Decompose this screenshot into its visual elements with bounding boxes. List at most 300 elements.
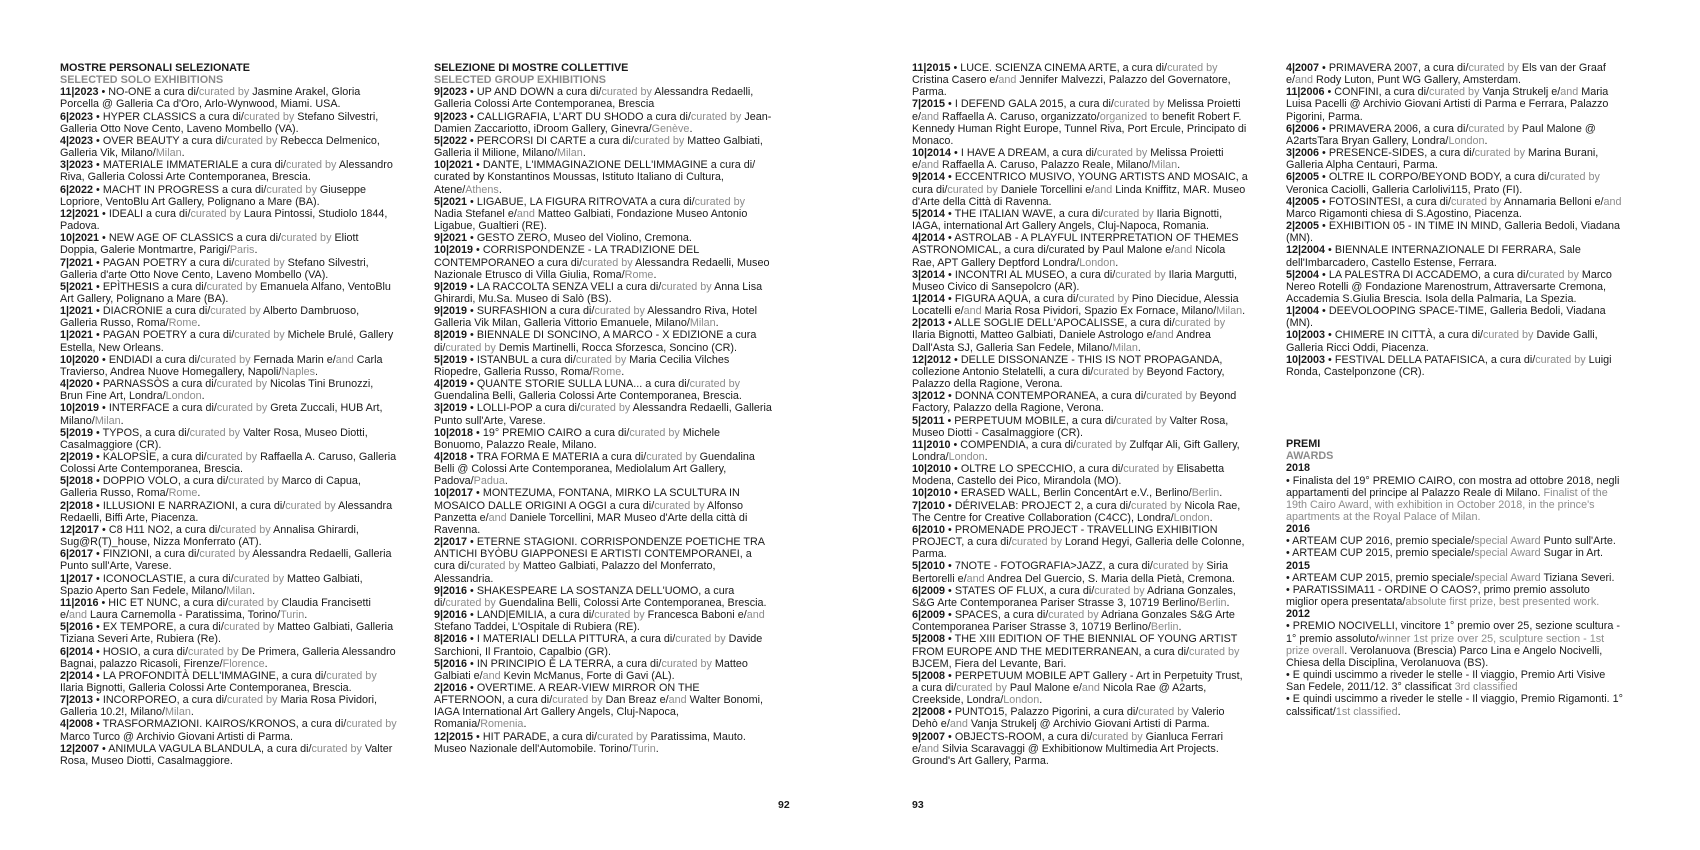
exhibition-entry: [434, 731, 772, 755]
entry-text: Giuseppe Lopriore, VentoBlu Art Gallery, Polignano a Mare (BA).: [60, 183, 367, 208]
entry-date: 3|2006: [1286, 147, 1320, 160]
bullet-separator: •: [467, 280, 477, 293]
english-translation: curated by: [233, 572, 285, 585]
english-translation: curated by: [216, 402, 268, 415]
award-entry: [1286, 669, 1624, 693]
english-translation: Milan: [155, 147, 182, 160]
exhibition-entry: [60, 135, 398, 159]
entry-text: Marco Turco @ Archivio Giovani Artisti di Parma.: [60, 730, 293, 743]
entry-date: 2|2019: [60, 451, 94, 463]
entry-text: Nadia Stefanel e/: [434, 207, 517, 220]
bullet-separator: •: [467, 584, 477, 597]
exhibition-entry: [434, 402, 772, 426]
entry-text: • PARATISSIMA11 - ORDINE O CAOS?, primo premio assoluto miglior opera presentata/: [1286, 583, 1590, 609]
english-translation: and: [921, 110, 940, 123]
entry-text: Alessandra Redaelli, Galleria Punto sull'Arte, Varese.: [60, 548, 392, 573]
bullet-separator: •: [93, 499, 103, 512]
entry-text: .: [1242, 305, 1246, 318]
entry-text: Matteo Galbiati, Fondazione Museo Antonio Ligabue, Gualtieri (RE).: [434, 207, 748, 233]
entry-text: Tiziana Severi.: [1540, 571, 1615, 584]
exhibition-entry: [60, 354, 398, 378]
entry-text: Dan Breaz e/: [602, 694, 669, 707]
exhibition-entry: [60, 257, 398, 281]
entry-text: MATERIALE IMMATERIALE a cura di/: [102, 159, 287, 172]
entry-text: C8 H11 NO2, a cura di/: [108, 523, 221, 536]
entry-date: 4|2005: [1286, 195, 1320, 208]
entry-text: PERPETUUM MOBILE APT Gallery - Art in Perpetuity Trust, a cura di/: [912, 669, 1243, 694]
entry-text: Adriana Gonzales S&G Arte Contemporanea Pariser Strasse 3, 10719 Berlino/: [912, 609, 1235, 634]
entry-text: Alessandra Redaelli, Galleria Colossi Arte Contemporanea, Brescia: [434, 86, 754, 111]
english-translation: curated by: [286, 159, 337, 172]
bullet-separator: •: [93, 110, 103, 123]
entry-text: ASTROLAB - A PLAYFUL INTERPRETATION OF THEMES ASTRONOMICAL, a cura di/curated by Paul Malone e/: [912, 232, 1239, 257]
entry-text: Melissa Proietti e/: [912, 147, 1224, 172]
entry-date: 7|2015: [912, 98, 946, 111]
english-translation: curated by: [189, 426, 241, 439]
entry-text: ENDIADI a cura di/: [108, 353, 201, 366]
entry-text: Luigi Ronda, Castelponzone (CR).: [1286, 353, 1612, 378]
bullet-separator: •: [467, 633, 477, 646]
award-entry: [1286, 535, 1624, 547]
entry-text: Alfonso Panzetta e/: [434, 499, 744, 524]
english-translation: curated by: [226, 134, 278, 147]
entry-text: TRA FORMA E MATERIA a cura di/: [476, 451, 647, 463]
entry-date: 12|2015: [434, 730, 474, 743]
entry-text: LUCE. SCIENZA CINEMA ARTE, a cura di/: [960, 62, 1168, 74]
entry-date: 5|2011: [912, 414, 945, 427]
entry-text: Laura Carnemolla - Paratissima, Torino/: [87, 609, 281, 622]
english-translation: curated by: [601, 86, 652, 99]
entry-text: OLTRE IL CORPO/BEYOND BODY, a cura di/: [1328, 171, 1550, 184]
entry-text: Claudia Francisetti e/: [60, 596, 371, 622]
entry-text: .: [715, 317, 719, 330]
english-translation: Rome: [624, 268, 654, 281]
entry-text: Daniele Torcellini, MAR Museo d'Arte della città di Ravenna.: [434, 511, 748, 536]
entry-text: TYPOS, a cura di/: [102, 426, 190, 439]
entry-text: INCONTRI AL MUSEO, a cura di/: [954, 268, 1116, 281]
english-translation: curated by: [1103, 207, 1154, 220]
entry-date: 6|2009: [912, 584, 946, 597]
english-translation: curated by: [661, 657, 712, 670]
entry-text: PERCORSI DI CARTE a cura di/: [476, 134, 634, 147]
entry-text: Demis Martinelli, Rocca Sforzesca, Soncino (CR).: [495, 341, 738, 354]
bullet-separator: •: [951, 147, 961, 160]
entry-text: DANTE, L'IMMAGINAZIONE DELL'IMMAGINE a cura di/ curated by Konstantinos Moussas, Istituto Italiano di Cultura, Atene/: [434, 159, 756, 196]
english-translation: curated by: [1115, 268, 1166, 281]
exhibition-entry: [1286, 86, 1624, 122]
english-translation: curated by: [199, 548, 250, 561]
english-translation: curated by: [1468, 122, 1519, 135]
solo-list: [60, 86, 398, 767]
bullet-separator: •: [98, 596, 109, 609]
entry-text: .: [1115, 256, 1119, 269]
entry-text: Nicola Rae, APT Gallery Deptford Londra/: [912, 244, 1226, 269]
english-translation: curated by: [311, 742, 362, 755]
english-translation: curated by: [1096, 147, 1148, 160]
english-translation: curated by: [1011, 536, 1063, 549]
exhibition-entry: [912, 670, 1250, 706]
entry-text: Pino Diecidue, Alessia Locatelli e/: [912, 292, 1239, 318]
exhibition-entry: [60, 475, 398, 499]
entry-text: OLTRE LO SPECCHIO, a cura di/: [960, 463, 1124, 476]
entry-date: 1|2014: [912, 292, 946, 305]
bullet-separator: •: [945, 523, 955, 536]
exhibition-entry: [434, 281, 772, 305]
english-translation: Athens: [465, 183, 499, 196]
bullet-separator: •: [93, 451, 103, 463]
bullet-separator: •: [1325, 244, 1335, 257]
entry-text: SHAKESPEARE LA SOSTANZA DELL'UOMO, a cura di/: [434, 584, 735, 609]
exhibition-entry: [912, 269, 1250, 293]
bullet-separator: •: [467, 609, 477, 622]
entry-text: Adriana Gonzales, S&G Arte Contemporanea Pariser Strasse 3, 10719 Berlino/: [912, 584, 1236, 609]
entry-text: Marina Burani, Galleria Alpha Centauri, Parma.: [1286, 147, 1599, 172]
exhibition-entry: [434, 86, 772, 110]
entry-date: 10|2010: [912, 463, 952, 476]
entry-text: HOSIO, a cura di/: [102, 645, 189, 658]
entry-text: ISTANBUL a cura di/: [476, 353, 576, 366]
english-translation: curated by: [220, 523, 271, 536]
entry-text: .: [201, 390, 205, 403]
entry-text: Carla Travierso, Andrea Nuove Homegallery, Napoli/: [60, 353, 383, 378]
exhibition-entry: [434, 354, 772, 378]
award-entry: [1286, 693, 1624, 717]
entry-date: 3|2019: [434, 402, 468, 415]
english-translation: Milan: [165, 706, 191, 719]
english-translation: and: [1155, 329, 1174, 342]
entry-date: 10|2003: [1286, 353, 1326, 366]
award-entry: [1286, 475, 1624, 524]
entry-text: Nicola Rae @ A2arts, Creekside, Londra/: [912, 681, 1207, 707]
english-translation: absolute first prize, best presented work.: [1405, 596, 1600, 609]
english-translation: curated by: [675, 633, 726, 646]
bullet-separator: •: [945, 560, 955, 573]
entry-text: Matteo Galbiati e/: [434, 657, 748, 682]
entry-text: .: [1039, 694, 1043, 707]
exhibition-entry: [60, 329, 398, 353]
exhibition-entry: [60, 111, 398, 135]
entry-text: .: [1177, 159, 1181, 172]
entry-text: Ilaria Bignotti, Galleria Colossi Arte Contemporanea, Brescia.: [60, 681, 352, 694]
entry-text: I HAVE A DREAM, a cura di/: [960, 147, 1097, 160]
exhibition-entry: [1286, 220, 1624, 244]
exhibition-entry: [912, 354, 1250, 390]
english-translation: 1st classified: [1335, 705, 1398, 718]
bullet-separator: •: [1319, 62, 1329, 74]
english-translation: and: [516, 207, 535, 220]
entry-text: .: [984, 451, 988, 463]
english-translation: Padua: [473, 475, 505, 488]
entry-text: • PREMIO NOCIVELLI, vincitore 1° premio over 25, sezione scultura - 1° premio assoluto/: [1286, 620, 1620, 645]
exhibition-entry: [912, 232, 1250, 268]
entry-date: 10|2021: [60, 232, 100, 245]
award-entry: [1286, 572, 1624, 584]
entry-text: • Finalista del 19° PREMIO CAIRO, con mostra ad ottobre 2018, negli appartamenti del principe al Palazzo Reale di Milano.: [1286, 474, 1620, 499]
entry-text: HIT PARADE, a cura di/: [482, 730, 598, 743]
entry-text: HIC ET NUNC, a cura di/: [108, 596, 229, 609]
english-translation: Rome: [168, 487, 198, 500]
english-translation: curated by: [228, 475, 279, 488]
english-translation: curated by: [1048, 609, 1099, 622]
entry-text: Maria Rosa Pividori, Galleria 10.2!, Milano/: [60, 694, 378, 719]
exhibition-entry: [434, 585, 772, 609]
entry-date: 4|2020: [60, 378, 94, 391]
entry-text: Alessandro Riva, Galleria Colossi Arte Contemporanea, Brescia.: [60, 159, 393, 184]
entry-date: 11|2023: [60, 86, 99, 99]
entry-text: Paratissima, Mauto. Museo Nazionale dell'Automobile. Torino/: [434, 730, 746, 755]
award-entry: [1286, 620, 1624, 669]
entry-date: 5|2010: [912, 560, 946, 573]
entry-text: FIGURA AQUA, a cura di/: [954, 292, 1079, 305]
entry-text: Cristina Casero e/: [912, 74, 999, 87]
bullet-separator: •: [99, 523, 109, 536]
entry-text: DÉRIVELAB: PROJECT 2, a cura di/: [954, 499, 1132, 512]
english-translation: special Award: [1474, 535, 1541, 548]
page-number-left: 92: [778, 799, 790, 811]
exhibition-entry: [434, 658, 772, 682]
english-translation: London: [948, 451, 985, 463]
entry-date: 6|2006: [1286, 122, 1320, 135]
entry-text: .: [1397, 705, 1401, 718]
entry-text: ANIMULA VAGULA BLANDULA, a cura di/: [108, 742, 312, 755]
entry-text: .: [252, 584, 256, 597]
bullet-separator: •: [93, 183, 103, 196]
entry-text: INTERFACE a cura di/: [108, 402, 217, 415]
bullet-separator: •: [467, 110, 477, 123]
entry-text: .: [197, 317, 201, 330]
entry-text: Matteo Galbiati, Palazzo del Monferrato, Alessandria.: [434, 560, 716, 585]
exhibition-entry: [434, 536, 772, 585]
entry-text: IDEALI a cura di/: [108, 207, 191, 220]
solo-exhibitions-column: [60, 62, 398, 767]
exhibition-entry: [1286, 147, 1624, 171]
english-translation: curated by: [1116, 414, 1167, 427]
exhibition-entry: [912, 390, 1250, 414]
entry-text: THE XIII EDITION OF THE BIENNIAL OF YOUNG ARTIST FROM EUROPE AND THE MEDITERRANEAN, a cura di/: [912, 633, 1238, 658]
english-translation: curated by: [1451, 195, 1502, 208]
english-translation: and: [998, 74, 1017, 87]
bullet-separator: •: [1319, 195, 1329, 208]
entry-text: Beyond Factory, Palazzo della Ragione, Verona.: [912, 390, 1237, 415]
entry-text: .: [621, 365, 625, 378]
entry-text: .: [190, 706, 194, 719]
section-subtitle: SELECTED GROUP EXHIBITIONS: [434, 74, 606, 87]
exhibition-entry: [60, 159, 398, 183]
entry-text: EPÌTHESIS a cura di/: [102, 280, 207, 293]
entry-text: Valter Rosa, Museo Diotti - Casalmaggiore (CR).: [912, 414, 1229, 439]
entry-date: 10|2018: [434, 426, 474, 439]
exhibition-entry: [912, 439, 1250, 463]
exhibition-entry: [912, 524, 1250, 560]
entry-date: 4|2008: [60, 718, 94, 731]
exhibition-entry: [60, 208, 398, 232]
bullet-separator: •: [1319, 147, 1329, 160]
entry-date: 4|2018: [434, 451, 468, 463]
entry-text: HYPER CLASSICS a cura di/: [102, 110, 244, 123]
english-translation: curated by: [1167, 62, 1218, 74]
entry-text: Stefano Taddei, L'Ospitale di Rubiera (RE).: [434, 621, 640, 634]
entry-date: 9|2019: [434, 305, 468, 318]
entry-date: 4|2007: [1286, 62, 1320, 74]
entry-text: TRASFORMAZIONI. KAIROS/KRONOS, a cura di/: [102, 718, 347, 731]
entry-text: 7NOTE - FOTOGRAFIA>JAZZ, a cura di/: [954, 560, 1153, 573]
entry-text: Maria Luisa Pacelli @ Archivio Giovani Artisti di Parma e Ferrara, Palazzo Pigorini, Parma.: [1286, 86, 1609, 123]
exhibition-entry: [912, 62, 1250, 98]
page-number-right: 93: [912, 799, 924, 811]
entry-date: 4|2019: [434, 378, 468, 391]
bullet-separator: •: [945, 730, 955, 743]
bullet-separator: •: [467, 681, 477, 694]
entry-text: EX TEMPORE, a cura di/: [102, 621, 224, 634]
bullet-separator: •: [473, 730, 483, 743]
exhibition-entry: [1286, 354, 1624, 378]
entry-text: QUANTE STORIE SULLA LUNA... a cura di/: [476, 378, 690, 391]
bullet-separator: •: [467, 195, 477, 208]
entry-date: 12|2007: [60, 742, 100, 755]
exhibition-entry: [434, 378, 772, 402]
entry-date: 6|2010: [912, 523, 946, 536]
english-translation: Milan: [689, 317, 716, 330]
entry-text: PAGAN POETRY a cura di/: [102, 256, 235, 269]
entry-date: 1|2021: [60, 329, 94, 342]
award-year: 2018: [1286, 462, 1311, 475]
english-translation: curated by: [1174, 317, 1226, 330]
english-translation: curated by: [1468, 62, 1519, 74]
exhibition-entry: [434, 135, 772, 159]
bullet-separator: •: [473, 159, 483, 172]
english-translation: and: [963, 305, 982, 318]
entry-text: CORRISPONDENZE - LA TRADIZIONE DEL CONTEMPORANEO a cura di/: [434, 244, 699, 269]
entry-text: Elisabetta Modena, Castello dei Pico, Mirandola (MO).: [912, 463, 1225, 488]
bullet-separator: •: [99, 207, 109, 220]
bullet-separator: •: [99, 402, 109, 415]
english-translation: curated by: [1094, 584, 1145, 597]
english-translation: curated by: [200, 353, 251, 366]
english-translation: curated by: [228, 596, 279, 609]
entry-text: • E quindi uscimmo a riveder le stelle - Il viaggio, Premio Arti Visive San Fedele, 2011/12. 3° classificat: [1286, 669, 1606, 694]
entry-date: 12|2017: [60, 523, 100, 536]
entry-text: ALLE SOGLIE DELL'APOCALISSE, a cura di/: [954, 317, 1175, 330]
bullet-separator: •: [93, 718, 103, 731]
entry-text: GESTO ZERO, Museo del Violino, Cremona.: [476, 232, 692, 245]
exhibition-entry: [60, 427, 398, 451]
english-translation: and: [482, 669, 501, 682]
entry-text: LAND|EMILIA, a cura di/: [476, 609, 595, 622]
english-translation: curated by: [582, 256, 633, 269]
entry-date: 5|2008: [912, 633, 946, 646]
entry-text: SURFASHION a cura di/: [476, 305, 595, 318]
entry-text: Matteo Galbiati, Spazio Aperto San Fedele, Milano/: [60, 572, 363, 597]
entry-date: 6|2009: [912, 609, 946, 622]
bullet-separator: •: [93, 548, 103, 561]
entry-text: Raffaella A. Caruso, Palazzo Reale, Milano/: [939, 159, 1152, 172]
exhibition-entry: [60, 500, 398, 524]
entry-date: 2|2008: [912, 706, 946, 719]
entry-date: 1|2021: [60, 305, 94, 318]
entry-text: OVER BEAUTY a cura di/: [102, 134, 227, 147]
bullet-separator: •: [93, 426, 103, 439]
english-translation: curated by: [234, 256, 285, 269]
bullet-separator: •: [93, 378, 103, 391]
entry-text: Lorand Hegyi, Galleria delle Colonne, Parma.: [912, 536, 1245, 561]
bullet-separator: •: [945, 268, 955, 281]
entry-date: 6|2022: [60, 183, 94, 196]
exhibition-entry: [912, 171, 1250, 207]
entry-date: 12|2012: [912, 353, 952, 366]
entry-text: Andrea Del Guercio, S. Maria della Pietà, Cremona.: [984, 572, 1235, 585]
bullet-separator: •: [1319, 305, 1329, 318]
entry-date: 5|2022: [434, 134, 468, 147]
entry-text: Annamaria Belloni e/: [1501, 195, 1604, 208]
bullet-separator: •: [467, 329, 477, 342]
entry-date: 4|2014: [912, 232, 946, 245]
english-translation: curated by: [469, 560, 520, 573]
entry-text: 19° PREMIO CAIRO a cura di/: [482, 426, 630, 439]
exhibition-entry: [60, 597, 398, 621]
bullet-separator: •: [93, 572, 103, 585]
exhibition-entry: [912, 706, 1250, 730]
english-translation: Rome: [592, 365, 622, 378]
english-translation: Milan: [1151, 159, 1178, 172]
entry-text: Anna Lisa Ghirardi, Mu.Sa. Museo di Salò (BS).: [434, 280, 763, 305]
english-translation: curated by: [198, 86, 250, 99]
english-translation: and: [1603, 195, 1622, 208]
entry-text: PRESENCE-SIDES, a cura di/: [1328, 147, 1475, 160]
english-translation: Paris: [229, 244, 255, 257]
entry-text: MONTEZUMA, FONTANA, MIRKO LA SCULTURA IN MOSAICO DALLE ORIGINI A OGGI a cura di/: [434, 487, 740, 512]
entry-text: LA RACCOLTA SENZA VELI a cura di/: [476, 280, 662, 293]
english-translation: curated by: [285, 499, 336, 512]
english-translation: curated by: [266, 183, 317, 196]
entry-text: Davide Galli, Galleria Ricci Oddi, Piacenza.: [1286, 329, 1598, 354]
bullet-separator: •: [945, 232, 955, 245]
english-translation: curated by: [216, 378, 268, 391]
entry-date: 10|2020: [60, 353, 100, 366]
entry-date: 2|2014: [60, 669, 94, 682]
entry-date: 11|2015: [912, 62, 951, 74]
entry-text: Sugar in Art.: [1540, 547, 1604, 560]
english-translation: Finalist of the 19th Cairo Award, with exhibition in October 2018, in the prince's apartments at the Royal Palace of Milan.: [1286, 486, 1608, 523]
english-translation: curated by: [234, 329, 285, 342]
english-translation: Turin: [280, 609, 305, 622]
entry-text: Fernada Marin e/: [250, 353, 336, 366]
bullet-separator: •: [944, 414, 955, 427]
bullet-separator: •: [945, 584, 955, 597]
english-translation: curated by: [210, 305, 261, 318]
entry-text: PRIMAVERA 2006, a cura di/: [1328, 122, 1469, 135]
english-translation: and: [921, 159, 940, 172]
entry-text: CALLIGRAFIA, L'ART DU SHODO a cura di/: [476, 110, 691, 123]
exhibition-entry: [434, 451, 772, 487]
bullet-separator: •: [93, 475, 103, 488]
entry-text: Silvia Scaravaggi @ Exhibitionow Multimedia Art Projects. Ground's Art Gallery, Parma.: [912, 742, 1219, 767]
entry-text: Valter Rosa, Museo Diotti, Casalmaggiore (CR).: [60, 426, 368, 451]
exhibition-entry: [912, 609, 1250, 633]
exhibition-entry: [1286, 305, 1624, 329]
entry-date: 5|2021: [434, 195, 468, 208]
bullet-separator: •: [93, 159, 103, 172]
entry-text: COMPENDIA, a cura di/: [960, 438, 1077, 451]
entry-date: 12|2021: [60, 207, 100, 220]
entry-text: Kevin McManus, Forte di Gavi (AL).: [500, 669, 675, 682]
exhibition-entry: [1286, 329, 1624, 353]
entry-text: SPACES, a cura di/: [954, 609, 1049, 622]
english-translation: and: [335, 353, 354, 366]
entry-text: .: [582, 147, 586, 160]
bullet-separator: •: [945, 609, 955, 622]
english-translation: curated by: [1429, 86, 1480, 99]
entry-text: Jasmine Arakel, Gloria Porcella @ Galleria Ca d'Oro, Arlo-Wynwood, Miami. USA.: [60, 86, 361, 111]
